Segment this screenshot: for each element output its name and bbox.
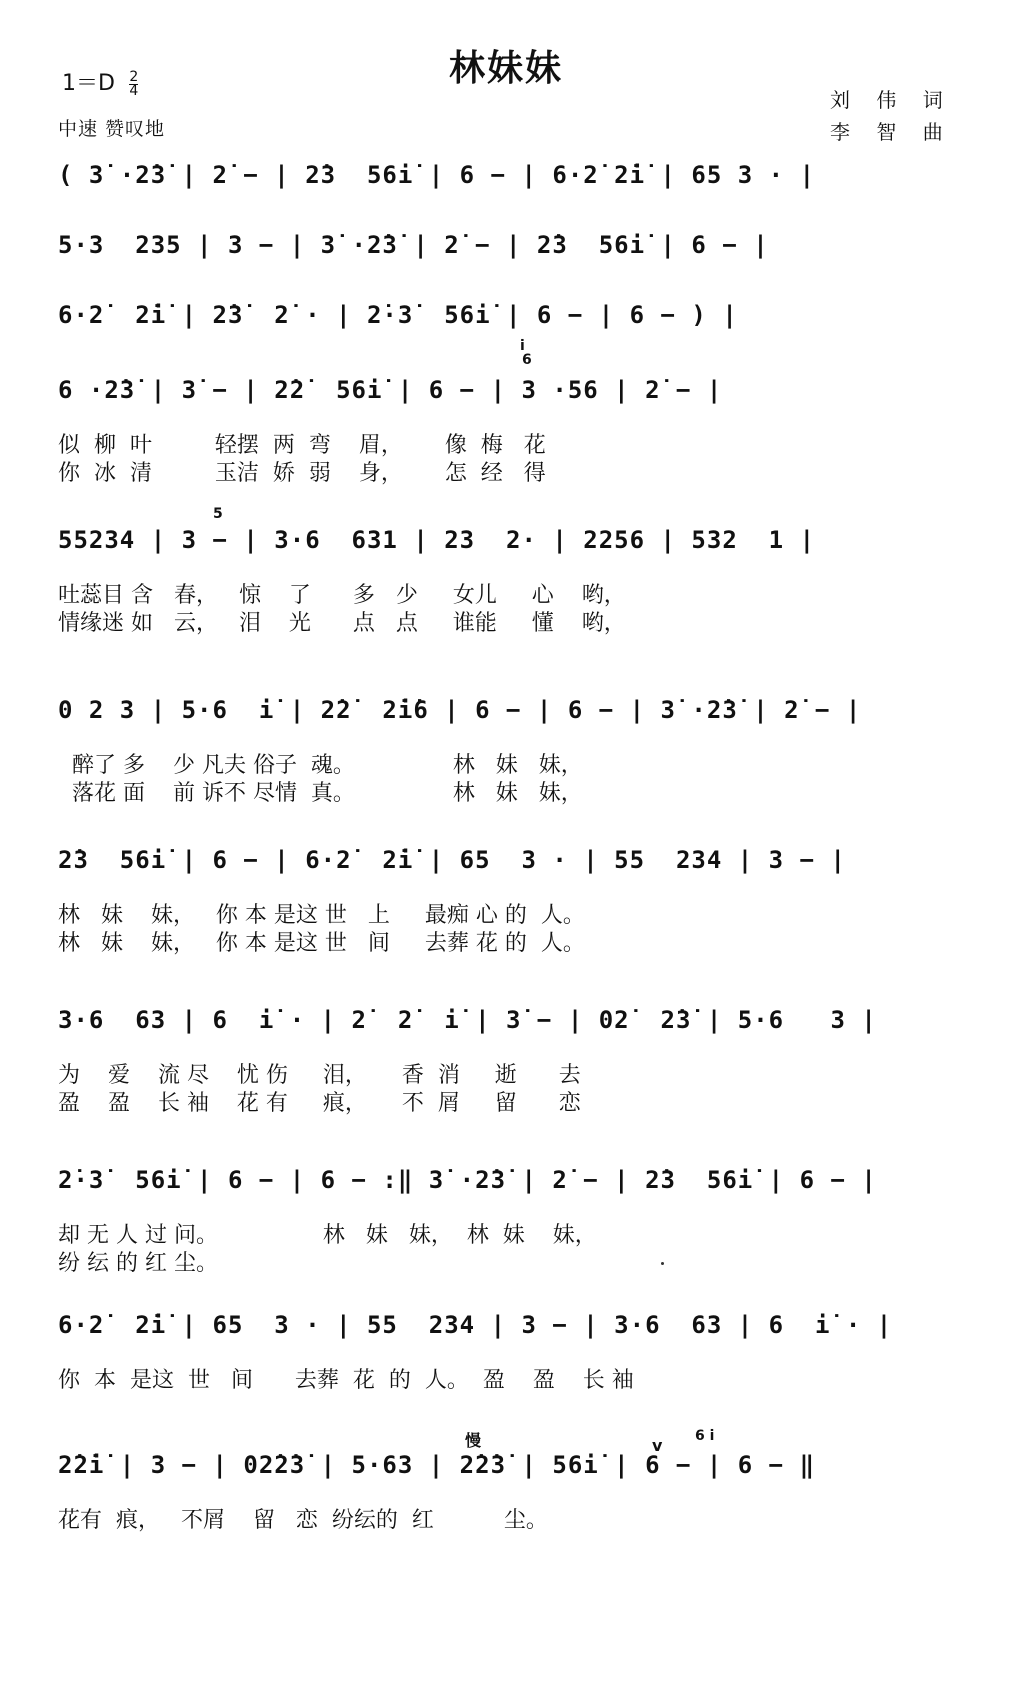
- notes-line: 2̇3 56i̇ | 6 − | 6·2̇ 2̇i̇ | 65 3 · | 55 234 | 3 − |: [58, 846, 846, 874]
- time-top: 2: [129, 69, 139, 85]
- notes-line: 55234 | 3 − | 3·6 631 | 23 2· | 2256 | 532 1 |: [58, 526, 816, 554]
- breath-mark: v: [652, 1436, 663, 1455]
- notes-line: 5·3 235 | 3 − | 3̇ ·2̇3̇ | 2̇ − | 2̇3 56i̇ | 6 − |: [58, 231, 769, 259]
- lyrics-verse-2: 林 妹 妹， 你 本 是这 世 间 去葬 花 的 人。: [58, 931, 585, 956]
- lyricist: 刘 伟 词: [830, 88, 953, 112]
- lyrics-verse-1: 你 本 是这 世 间 去葬 花 的 人。 盈 盈 长 袖: [58, 1368, 634, 1393]
- composer: 李 智 曲: [830, 120, 953, 144]
- grace-note-1b: 6: [522, 352, 532, 368]
- notes-line: 3·6 63 | 6 i̇ · | 2̇ 2̇ i̇ | 3̇ − | 02̇ 2̇3̇ | 5·6 3 |: [58, 1006, 877, 1034]
- lyrics-verse-1: 为 爱 流 尽 忧 伤 泪， 香 消 逝 去: [58, 1063, 581, 1088]
- lyrics-verse-1: 吐蕊目 含 春， 惊 了 多 少 女儿 心 哟，: [58, 583, 626, 608]
- page-title: 林妹妹: [448, 48, 563, 89]
- lyrics-verse-1: 似 柳 叶 轻摆 两 弯 眉， 像 梅 花: [58, 433, 546, 458]
- stray-dot: [661, 1262, 664, 1265]
- score-system: [0, 1160, 1012, 1310]
- grace-note-2: 5: [213, 506, 223, 522]
- time-bottom: 4: [129, 83, 139, 99]
- grace-note-3: 6 i̇: [695, 1428, 715, 1444]
- credits: [830, 84, 953, 148]
- score-system: [0, 840, 1012, 990]
- lyrics-verse-1: 花有 痕， 不屑 留 恋 纷纭的 红 尘。: [58, 1508, 548, 1533]
- key-label: 1＝D: [62, 71, 115, 96]
- lyrics-verse-1: 醉了 多 少 凡夫 俗子 魂。 林 妹 妹，: [58, 753, 583, 778]
- notes-line: 2̇2̇i̇ | 3 − | 02̇2̇3̇ | 5·63 | 2̇2̇3̇ | 56i̇ | 6 − | 6 − ‖: [58, 1451, 816, 1479]
- score-system: [0, 1445, 1012, 1595]
- lyrics-verse-2: 情缘迷 如 云， 泪 光 点 点 谁能 懂 哟，: [58, 611, 626, 636]
- notes-line: 2̇·3̇ 56i̇ | 6 − | 6 − :‖ 3̇ ·2̇3̇ | 2̇ − | 2̇3 56i̇ | 6 − |: [58, 1166, 877, 1194]
- lyrics-verse-2: 盈 盈 长 袖 花 有 痕， 不 屑 留 恋: [58, 1091, 581, 1116]
- lyrics-verse-2: 落花 面 前 诉不 尽情 真。 林 妹 妹，: [58, 781, 583, 806]
- lyrics-verse-1: 却 无 人 过 问。 林 妹 妹， 林 妹 妹，: [58, 1223, 597, 1248]
- notes-line: ( 3̇ ·2̇3̇ | 2̇ − | 2̇3 56i̇ | 6 − | 6·2̇ 2̇i̇ | 65 3 · |: [58, 161, 816, 189]
- notes-line: 6·2̇ 2̇i̇ | 65 3 · | 55 234 | 3 − | 3·6 63 | 6 i̇ · |: [58, 1311, 893, 1339]
- notes-line: 6 ·2̇3̇ | 3̇ − | 2̇2̇ 56i̇ | 6 − | 3 ·56 | 2̇ − |: [58, 376, 723, 404]
- score-system: [0, 370, 1012, 520]
- key-signature: [62, 66, 138, 98]
- score-system: [0, 690, 1012, 840]
- notes-line: 6·2̇ 2̇i̇ | 2̇3̇ 2̇ · | 2̇·3̇ 56i̇ | 6 − | 6 − ) |: [58, 301, 738, 329]
- grace-note-1: i̇: [520, 338, 525, 354]
- lyrics-verse-2: 纷 纭 的 红 尘。: [58, 1251, 218, 1276]
- lyrics-verse-1: 林 妹 妹， 你 本 是这 世 上 最痴 心 的 人。: [58, 903, 585, 928]
- slow-marking: 慢: [465, 1431, 482, 1450]
- score-system: [0, 1000, 1012, 1150]
- score-system: [0, 1305, 1012, 1455]
- lyrics-verse-2: 你 冰 清 玉洁 娇 弱 身， 怎 经 得: [58, 461, 546, 486]
- tempo-marking: 中速 赞叹地: [58, 118, 166, 140]
- notes-line: 0 2 3 | 5·6 i̇ | 2̇2̇ 2̇i̇6 | 6 − | 6 − | 3̇ ·2̇3̇ | 2̇ − |: [58, 696, 862, 724]
- time-signature: [129, 71, 138, 98]
- score-system: [0, 520, 1012, 670]
